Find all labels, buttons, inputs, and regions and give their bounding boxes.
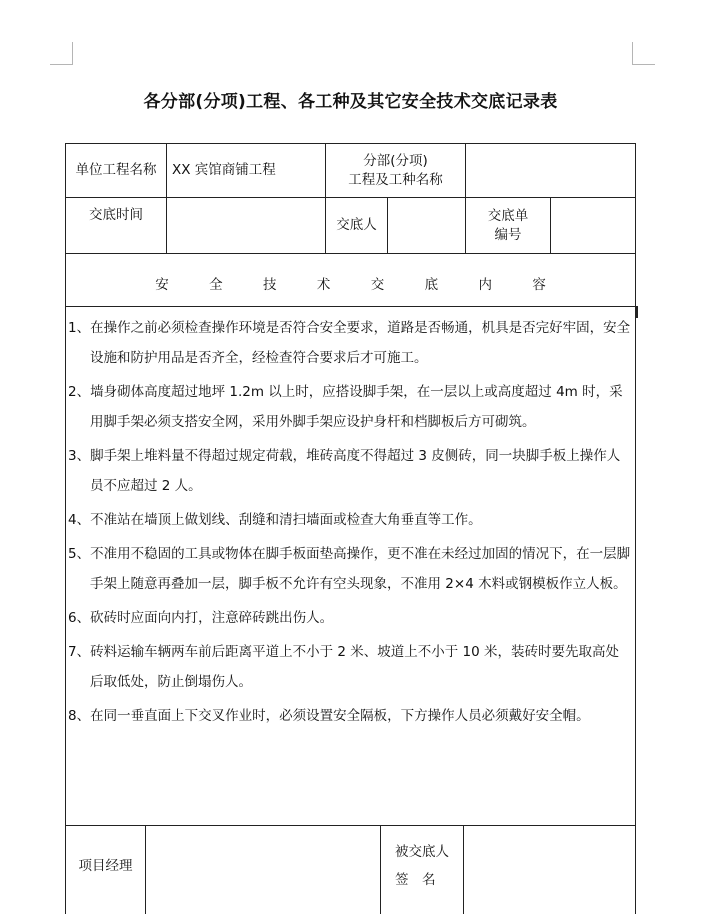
crop-mark-top-left [50,42,73,65]
sub-project-value[interactable] [466,144,635,197]
crop-mark-top-right [632,42,655,65]
handover-person-label: 交底人 [336,217,377,233]
content-heading-char: 全 [209,277,223,293]
safety-item: 5、不准用不稳固的工具或物体在脚手板面垫高操作，更不准在未经过加固的情况下，在一层脚手架上随意再叠加一层，脚手板不允许有空头现象，不准用 2×4 木料或钢模板作立人板。 [68,546,631,592]
receiver-label-line2: 签 名 [395,872,436,888]
safety-item: 2、墙身砌体高度超过地坪 1.2m 以上时，应搭设脚手架，在一层以上或高度超过 4m 时，采用脚手架必须支搭安全网，采用外脚手架应设护身杆和档脚板后方可砌筑。 [68,384,623,430]
content-heading-char: 交 [370,277,385,293]
unit-project-label: 单位工程名称 [75,162,157,178]
handover-number-label-line1: 交底单 [487,207,529,224]
project-manager-value[interactable] [146,826,380,914]
handover-time-label: 交底时间 [89,207,143,223]
receiver-label-line1: 被交底人 [395,844,449,860]
handover-time-value[interactable] [167,198,325,253]
content-heading-char: 术 [316,277,331,293]
sub-project-label-line2: 工程及工种名称 [348,171,443,188]
safety-items-list [68,313,632,735]
content-heading-char: 容 [532,277,546,293]
safety-item: 3、脚手架上堆料量不得超过规定荷载，堆砖高度不得超过 3 皮侧砖，同一块脚手板上操作人员不应超过 2 人。 [68,448,621,494]
project-manager-label: 项目经理 [78,857,133,874]
content-heading-char: 内 [478,277,492,293]
safety-item: 4、不准站在墙顶上做划线、刮缝和清扫墙面或检查大角垂直等工作。 [68,512,482,528]
handover-number-label-line2: 编号 [494,226,522,243]
content-heading-char: 技 [262,277,277,293]
unit-project-value[interactable]: XX 宾馆商铺工程 [172,162,276,178]
safety-item: 1、在操作之前必须检查操作环境是否符合安全要求，道路是否畅通，机具是否完好牢固，安全设施和防护用品是否齐全，经检查符合要求后才可施工。 [68,320,631,366]
content-heading-char: 安 [155,277,169,293]
safety-item: 6、砍砖时应面向内打，注意碎砖跳出伤人。 [68,610,334,626]
sub-project-label-line1: 分部(分项) [363,152,428,169]
safety-item: 7、砖料运输车辆两车前后距离平道上不小于 2 米、坡道上不小于 10 米，装砖时要先取高处后取低处，防止倒塌伤人。 [68,644,620,690]
sub-project-label [326,144,465,197]
handover-number-label [466,198,550,253]
safety-item: 8、在同一垂直面上下交叉作业时，必须设置安全隔板，下方操作人员必须戴好安全帽。 [68,708,590,724]
document-title: 各分部(分项)工程、各工种及其它安全技术交底记录表 [143,92,558,112]
handover-number-value[interactable] [551,198,635,253]
receiver-signature-value[interactable] [464,826,635,914]
handover-person-value[interactable] [388,198,465,253]
content-heading [65,270,636,296]
content-heading-char: 底 [424,277,439,293]
receiver-label [381,826,463,906]
